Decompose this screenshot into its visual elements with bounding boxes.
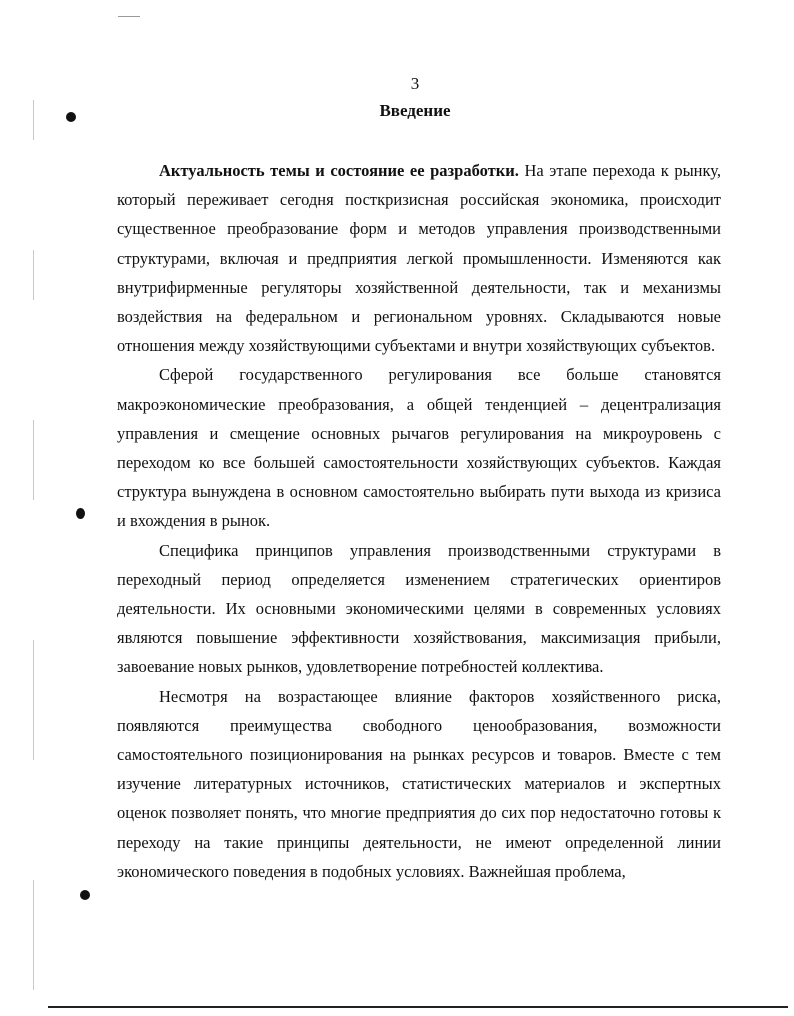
paragraph-text: Специфика принципов управления производственными структурами в переходный период определяется изменением стратегических ориентиров деятельности. Их основными экономическими целями в современных условиях являются повышение эффективности хозяйствования, максимизация прибыли, завоевание новых рынков, удовлетворение потребностей коллектива. — [117, 540, 721, 677]
paragraph — [117, 536, 721, 682]
scan-edge-line — [33, 880, 34, 990]
scan-edge-line — [33, 420, 34, 500]
scan-mark — [118, 16, 140, 17]
scan-bottom-edge — [48, 1006, 788, 1008]
page-number: 3 — [410, 74, 420, 93]
body-text — [117, 156, 721, 886]
scan-edge-line — [33, 640, 34, 760]
section-title: Введение — [379, 101, 451, 120]
scan-edge-line — [33, 250, 34, 300]
paragraph — [117, 682, 721, 886]
paragraph — [117, 360, 721, 535]
punch-hole-mark — [80, 890, 90, 900]
paragraph-text: Сферой государственного регулирования все больше становятся макроэкономические преобразования, а общей тенденцией – децентрализация управления и смещение основных рычагов регулирования на микроуровень с переходом ко все большей самостоятельности хозяйствующих субъектов. Каждая структура вынуждена в основном самостоятельно выбирать пути выхода из кризиса и вхождения в рынок. — [117, 365, 721, 531]
punch-hole-mark — [76, 508, 85, 519]
paragraph-lead: Актуальность темы и состояние ее разработки. — [159, 161, 519, 180]
paragraph — [117, 156, 721, 360]
paragraph-text: Несмотря на возрастающее влияние факторов хозяйственного риска, появляются преимущества свободного ценообразования, возможности самостоятельного позиционирования на рынках ресурсов и товаров. Вместе с тем изучение литературных источников, статистических материалов и экспертных оценок позволяет понять, что многие предприятия до сих пор недостаточно готовы к переходу на такие принципы деятельности, не имеют определенной линии экономического поведения в подобных условиях. Важнейшая проблема, — [117, 686, 721, 881]
paragraph-text: На этапе перехода к рынку, который переживает сегодня посткризисная российская экономика, происходит существенное преобразование форм и методов управления производственными структурами, включая и предприятия легкой промышленности. Изменяются как внутрифирменные регуляторы хозяйственной деятельности, так и механизмы воздействия на федеральном и региональном уровнях. Складываются новые отношения между хозяйствующими субъектами и внутри хозяйствующих субъектов. — [117, 161, 721, 356]
